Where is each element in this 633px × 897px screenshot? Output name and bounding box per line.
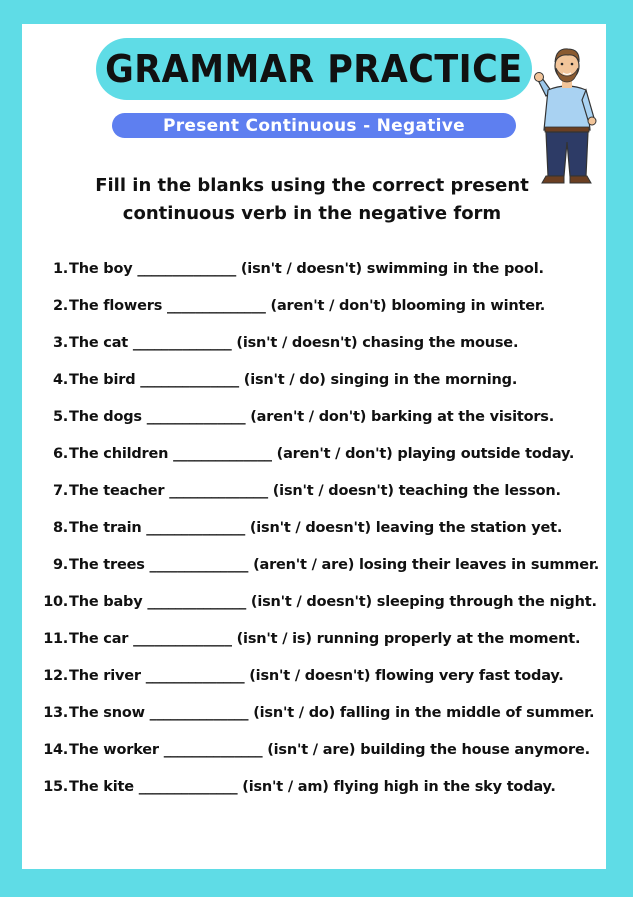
question-text: The car ______________ (isn't / is) running properly at the moment.	[69, 631, 581, 647]
teacher-waving-icon	[532, 38, 602, 188]
question-number: 14.	[43, 742, 68, 758]
question-text: The river ______________ (isn't / doesn't) flowing very fast today.	[69, 668, 564, 684]
question-item	[22, 480, 561, 502]
question-item	[22, 369, 517, 391]
question-number: 13.	[43, 705, 68, 721]
question-item	[22, 739, 590, 761]
page-subtitle: Present Continuous - Negative	[162, 115, 466, 136]
question-text: The children ______________ (aren't / don't) playing outside today.	[69, 446, 575, 462]
question-text: The boy ______________ (isn't / doesn't) swimming in the pool.	[69, 261, 544, 277]
question-number: 3.	[53, 335, 68, 351]
question-text: The cat ______________ (isn't / doesn't) chasing the mouse.	[69, 335, 519, 351]
question-item	[22, 554, 599, 576]
question-item	[22, 258, 544, 280]
question-text: The bird ______________ (isn't / do) singing in the morning.	[69, 372, 518, 388]
question-number: 8.	[53, 520, 68, 536]
question-item	[22, 443, 574, 465]
instructions-line-2: continuous verb in the negative form	[122, 203, 502, 224]
worksheet-page	[22, 24, 606, 869]
question-number: 1.	[53, 261, 68, 277]
page-title: GRAMMAR PRACTICE	[105, 47, 523, 91]
question-text: The train ______________ (isn't / doesn't) leaving the station yet.	[69, 520, 563, 536]
question-item	[22, 665, 564, 687]
title-banner	[96, 38, 532, 100]
question-text: The snow ______________ (isn't / do) falling in the middle of summer.	[69, 705, 595, 721]
question-item	[22, 295, 545, 317]
subtitle-banner	[112, 113, 516, 138]
question-item	[22, 776, 556, 798]
question-number: 11.	[43, 631, 68, 647]
question-text: The worker ______________ (isn't / are) building the house anymore.	[69, 742, 590, 758]
question-number: 15.	[43, 779, 68, 795]
question-number: 4.	[53, 372, 68, 388]
question-item	[22, 517, 562, 539]
question-item	[22, 332, 518, 354]
question-text: The flowers ______________ (aren't / don't) blooming in winter.	[69, 298, 546, 314]
question-text: The baby ______________ (isn't / doesn't) sleeping through the night.	[69, 594, 597, 610]
question-item	[22, 628, 580, 650]
question-number: 10.	[43, 594, 68, 610]
question-text: The kite ______________ (isn't / am) flying high in the sky today.	[69, 779, 556, 795]
question-text: The trees ______________ (aren't / are) losing their leaves in summer.	[69, 557, 600, 573]
question-item	[22, 591, 597, 613]
question-number: 9.	[53, 557, 68, 573]
question-number: 7.	[53, 483, 68, 499]
question-number: 2.	[53, 298, 68, 314]
question-item	[22, 702, 594, 724]
instructions	[52, 172, 572, 228]
question-text: The dogs ______________ (aren't / don't) barking at the visitors.	[69, 409, 555, 425]
instructions-line-1: Fill in the blanks using the correct present	[95, 175, 529, 196]
question-text: The teacher ______________ (isn't / doesn't) teaching the lesson.	[69, 483, 561, 499]
question-number: 6.	[53, 446, 68, 462]
question-number: 12.	[43, 668, 68, 684]
question-number: 5.	[53, 409, 68, 425]
question-item	[22, 406, 554, 428]
